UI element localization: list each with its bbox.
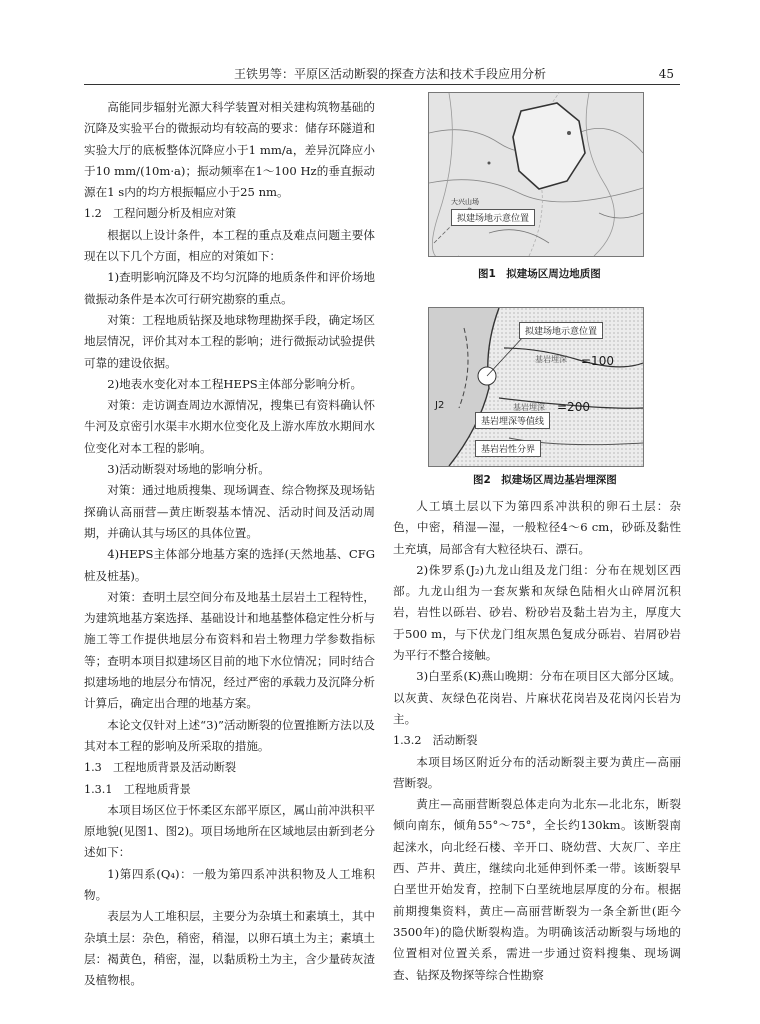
site-location-callout: 拟建场地示意位置 (451, 209, 535, 226)
section-heading-1-3-1 (84, 779, 375, 800)
paragraph: 4)HEPS主体部分地基方案的选择(天然地基、CFG桩及桩基)。 (84, 547, 375, 583)
section-title: 工程问题分析及相应对策 (113, 207, 237, 221)
paragraph: 3)活动断裂对场地的影响分析。 (107, 462, 270, 477)
section-number: 1.3.2 (393, 734, 422, 748)
paragraph: 对策：查明土层空间分布及地基土层岩土工程特性，为建筑地基方案选择、基础设计和地基整体稳定性分析与施工等工作提供地层分布资料和岩土物理力学参数指标等；查明本项目拟建场区目前的地下水位情况；同时结合拟建场地的地层分布情况，经过严密的承载力及沉降分析计算后，确定出合理的地基方案。 (84, 589, 375, 711)
paragraph: 本项目场区位于怀柔区东部平原区，属山前冲洪积平原地貌(见图1、图2)。项目场地所在区域地层由新到老分述如下： (84, 802, 375, 860)
paragraph: 2)地表水变化对本工程HEPS主体部分影响分析。 (107, 376, 363, 391)
section-title: 工程地质背景 (123, 782, 191, 796)
paragraph: 1)查明影响沉降及不均匀沉降的地质条件和评价场地微振动条件是本次可行研究勘察的重点。 (84, 270, 375, 306)
map-place-label: 大兴山场 (451, 198, 479, 206)
figure-2-bedrock-depth-map (428, 307, 644, 467)
contour-label-200: 基岩埋深 (513, 403, 545, 412)
legend-lithology-boundary: 基岩岩性分界 (475, 440, 541, 457)
section-number: 1.2 (84, 207, 102, 221)
right-column (393, 496, 681, 986)
section-number: 1.3.1 (84, 782, 113, 796)
contour-value-200: =200 (557, 400, 590, 414)
contour-label-100: 基岩埋深 (535, 355, 567, 364)
figure-2-caption: 图2 拟建场区周边基岩埋深图 (473, 474, 617, 486)
running-title: 王铁男等：平原区活动断裂的探查方法和技术手段应用分析 (234, 67, 547, 81)
paragraph: 表层为人工堆积层，主要分为杂填土和素填土，其中杂填土层：杂色，稍密，稍湿，以卵石填土为主；素填土层：褐黄色，稍密，湿，以黏质粉土为主，含少量砖灰渣及植物根。 (84, 909, 375, 988)
section-number: 1.3 (84, 761, 102, 775)
paragraph: 3)白垩系(K)燕山晚期：分布在项目区大部分区域。以灰黄、灰绿色花岗岩、片麻状花岗岩及花岗闪长岩为主。 (393, 669, 681, 726)
geological-map-graphic (429, 93, 643, 256)
contour-value-100: =100 (581, 354, 614, 368)
section-heading-1-3-2 (393, 730, 681, 751)
paragraph: 高能同步辐射光源大科学装置对相关建构筑物基础的沉降及实验平台的微振动均有较高的要求：储存环隧道和实验大厅的底板整体沉降应小于1 mm/a，差异沉降应小于10 mm/(10m·a)；振动频率在1～100 Hz的垂直振动源在1 s内的均方根振幅应小于25 nm。 (84, 100, 375, 200)
section-title: 工程地质背景及活动断裂 (113, 761, 237, 775)
paragraph: 人工填土层以下为第四系冲洪积的卵石土层：杂色，中密，稍湿—湿，一般粒径4～6 cm，砂砾及黏性土充填，局部含有大粒径块石、漂石。 (393, 499, 681, 556)
paragraph: 本项目场区附近分布的活动断裂主要为黄庄—高丽营断裂。 (393, 754, 681, 790)
figure-1-geological-map (428, 92, 644, 257)
paragraph: 2)侏罗系(J₂)九龙山组及龙门组：分布在规划区西部。九龙山组为一套灰紫和灰绿色陆相火山碎屑沉积岩，岩性以砾岩、砂岩、粉砂岩及黏土岩为主，厚度大于500 m，与下伏龙门组灰黑色复成分砾岩、岩屑砂岩为平行不整合接触。 (393, 562, 681, 663)
section-heading-1-3 (84, 757, 375, 778)
section-title: 活动断裂 (432, 734, 478, 748)
paragraph: 对策：工程地质钻探及地球物理勘探手段，确定场区地层情况，评价其对本工程的影响；进行微振动试验提供可靠的建设依据。 (84, 312, 375, 370)
page-number: 45 (658, 67, 674, 81)
legend-contour: 基岩埋深等值线 (475, 412, 550, 429)
stratum-unit-label: J2 (435, 400, 445, 411)
figure-1-caption: 图1 拟建场区周边地质图 (478, 268, 601, 280)
paragraph: 1)第四系(Q₄)：一般为第四系冲洪积物及人工堆积物。 (84, 866, 375, 902)
section-heading-1-2 (84, 203, 375, 224)
paragraph: 黄庄—高丽营断裂总体走向为北东—北北东，断裂倾向南东，倾角55°～75°，全长约130km。该断裂南起涞水，向北经石楼、辛开口、晓幼营、大灰厂、辛庄西、芦井、黄庄，继续向北延伸到怀柔一带。该断裂早白垩世开始发育，控制下白垩统地层厚度的分布。根据前期搜集资料，黄庄—高丽营断裂为一条全新世(距今3500年)的隐伏断裂构造。为明确该活动断裂与场地的位置相对位置关系，需进一步通过资料搜集、现场调查、钻探及物探等综合性勘察 (393, 797, 681, 982)
paragraph: 本论文仅针对上述“3)”活动断裂的位置推断方法以及其对本工程的影响及所采取的措施。 (84, 717, 375, 753)
left-column (84, 97, 375, 991)
paragraph: 根据以上设计条件，本工程的重点及难点问题主要体现在以下几个方面，相应的对策如下： (84, 227, 375, 264)
site-location-callout: 拟建场地示意位置 (519, 322, 603, 339)
running-header (84, 66, 680, 85)
paragraph: 对策：走访调查周边水源情况，搜集已有资料确认怀牛河及京密引水渠丰水期水位变化及上游水库放水期间水位变化对本工程的影响。 (84, 398, 375, 455)
paragraph: 对策：通过地质搜集、现场调查、综合物探及现场钻探确认高丽营—黄庄断裂基本情况、活动时间及活动周期，并确认其与场区的具体位置。 (84, 483, 375, 540)
